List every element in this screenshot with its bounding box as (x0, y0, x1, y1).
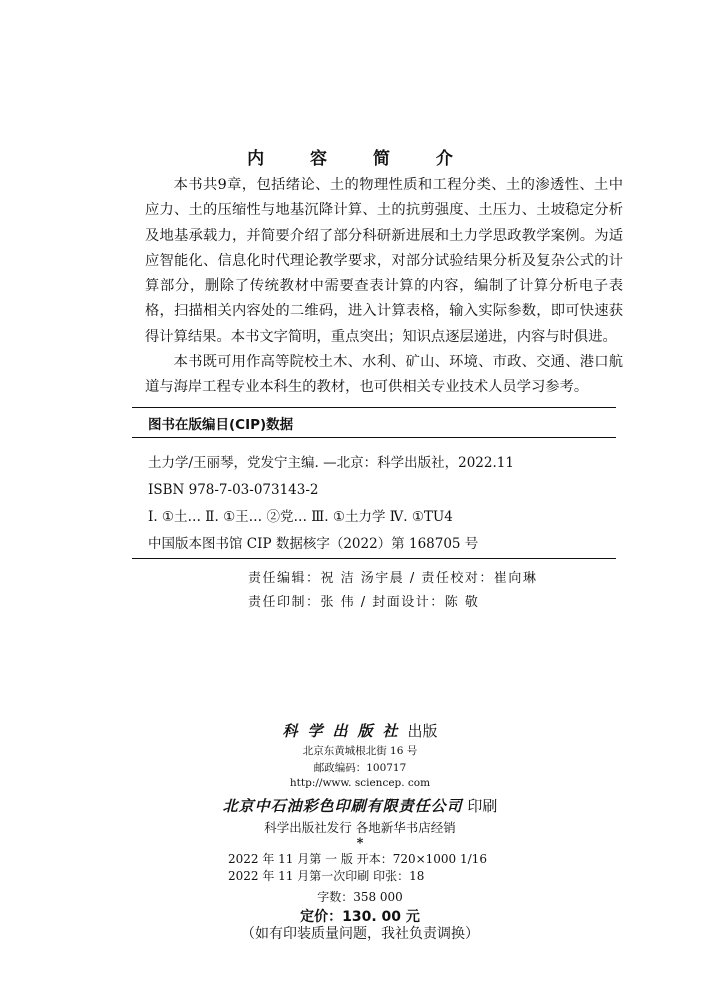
quality-note: （如有印装质量问题，我社负责调换） (241, 926, 479, 942)
edition-line: 2022 年 11 月第 一 版 开本：720×1000 1/16 (228, 852, 487, 866)
cip-record-number: 中国版本图书馆 CIP 数据核字（2022）第 168705 号 (148, 536, 479, 552)
summary-title: 内 容 简 介 (247, 149, 473, 169)
summary-text (145, 173, 623, 401)
price: 定价：130. 00 元 (300, 909, 420, 925)
separator-star: * (356, 836, 364, 851)
editor-credits: 责任编辑：祝 洁 汤宇晨 / 责任校对：崔向琳 (248, 571, 538, 586)
publisher-url: http://www. sciencep. com (289, 777, 431, 789)
cip-classification: Ⅰ. ①土… Ⅱ. ①王… ②党… Ⅲ. ①土力学 Ⅳ. ①TU4 (148, 509, 453, 525)
publisher-address: 北京东黄城根北街 16 号 (302, 745, 418, 757)
publisher-brand: 科学出版社 (282, 722, 408, 740)
cip-isbn: ISBN 978-7-03-073143-2 (148, 482, 319, 498)
printer-brand: 北京中石油彩色印刷有限责任公司 (222, 797, 463, 815)
word-count: 字数：358 000 (317, 890, 403, 904)
cip-heading-rule (132, 437, 616, 438)
summary-paragraph-2: 本书既可用作高等院校土木、水利、矿山、环境、市政、交通、港口航道与海岸工程专业本科生的教材，也可供相关专业技术人员学习参考。 (145, 354, 623, 396)
production-credits: 责任印制：张 伟 / 封面设计：陈 敬 (248, 595, 480, 610)
publisher-zip: 邮政编码：100717 (313, 762, 407, 774)
printer-line (0, 795, 720, 816)
publisher-suffix: 出版 (407, 722, 438, 740)
printer-suffix: 印刷 (467, 797, 498, 815)
publisher-line (0, 720, 720, 741)
cip-bottom-rule (132, 558, 616, 559)
printing-line: 2022 年 11 月第一次印刷 印张：18 (228, 869, 425, 883)
distribution-line: 科学出版社发行 各地新华书店经销 (264, 820, 456, 835)
cip-title-line: 土力学/王丽琴，党发宁主编. —北京：科学出版社，2022.11 (148, 455, 514, 471)
summary-paragraph-1: 本书共9章，包括绪论、土的物理性质和工程分类、土的渗透性、土中应力、土的压缩性与地基沉降计算、土的抗剪强度、土压力、土坡稳定分析及地基承载力，并简要介绍了部分科研新进展和土力学思政教学案例。为适应智能化、信息化时代理论教学要求，对部分试验结果分析及复杂公式的计算部分，删除了传统教材中需要查表计算的内容，编制了计算分析电子表格，扫描相关内容处的二维码，进入计算表格，输入实际参数，即可快速获得计算结果。本书文字简明，重点突出；知识点逐层递进，内容与时俱进。 (145, 177, 623, 345)
cip-block (132, 407, 616, 559)
cip-heading: 图书在版编目(CIP)数据 (148, 417, 294, 433)
